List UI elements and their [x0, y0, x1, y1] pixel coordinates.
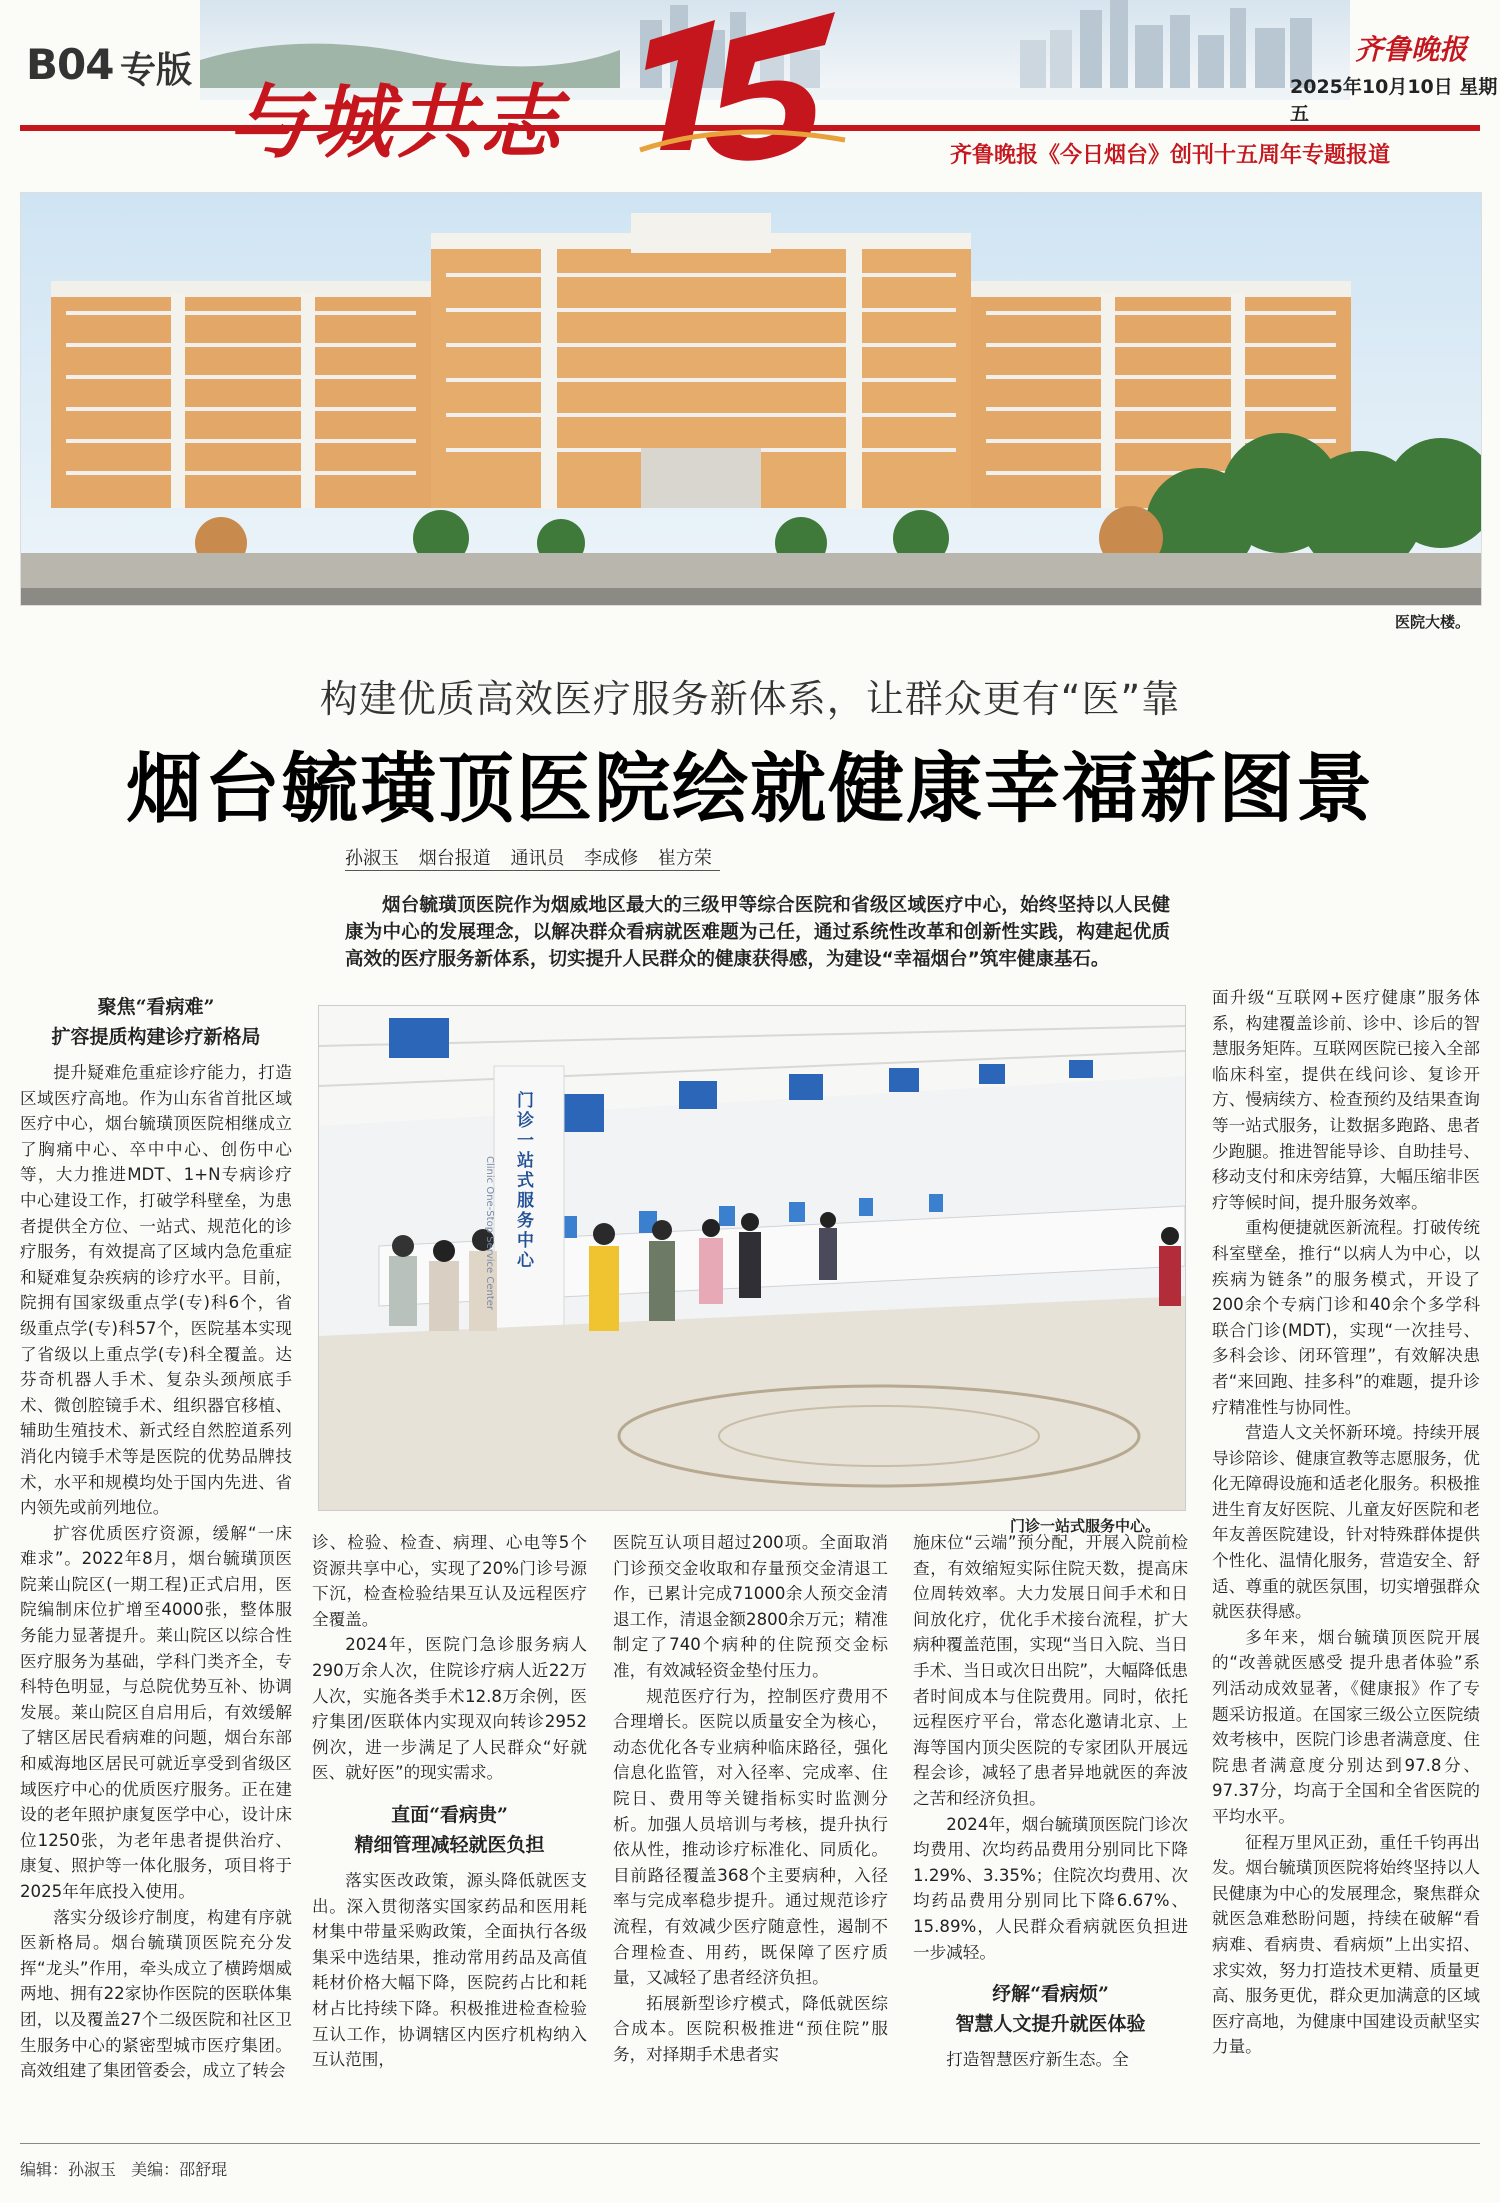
paragraph: 2024年，烟台毓璜顶医院门诊次均费用、次均药品费用分别同比下降1.29%、3.35%；住院次均费用、次均药品费用分别同比下降6.67%、15.89%，人民群众看病就医负担进一步减轻。 [913, 1814, 1188, 1962]
paragraph: 多年来，烟台毓璜顶医院开展的“改善就医感受 提升患者体验”系列活动成效显著，《健康报》作了专题采访报道。在国家三级公立医院绩效考核中，医院门诊患者满意度、住院患者满意度分别达到97.8分、97.37分，均高于全国和全省医院的平均水平。 [1212, 1627, 1480, 1826]
paragraph: 医院互认项目超过200项。全面取消门诊预交金收取和存量预交金清退工作，已累计完成71000余人预交金清退工作，清退金额2800余万元；精准制定了740个病种的住院预交金标准，有效减轻资金垫付压力。 [613, 1533, 888, 1680]
editor-credits: 编辑：孙淑玉 美编：邵舒琨 [20, 2160, 228, 2179]
article-byline: 孙淑玉 烟台报道 通讯员 李成修 崔方荣 [345, 848, 712, 869]
section-subtitle: 扩容提质构建诊疗新格局 [51, 1026, 261, 1048]
paragraph: 施床位“云端”预分配，开展入院前检查，有效缩短实际住院天数，提高床位周转效率。大力发展日间手术和日间放化疗，优化手术接台流程，扩大病种覆盖范围，实现“当日入院、当日手术、当日或次日出院”，大幅降低患者时间成本与住院费用。同时，依托远程医疗平台，常态化邀请北京、上海等国内顶尖医院的专家团队开展远程会诊，减轻了患者异地就医的奔波之苦和经济负担。 [913, 1533, 1188, 1808]
service-center-photo [318, 1005, 1186, 1511]
article-lead: 烟台毓璜顶医院作为烟威地区最大的三级甲等综合医院和省级区域医疗中心，始终坚持以人民健康为中心的发展理念，以解决群众看病就医难题为己任，通过系统性改革和创新性实践，构建起优质高效的医疗服务新体系，切实提升人民群众的健康获得感，为建设“幸福烟台”筑牢健康基石。 [345, 895, 1170, 970]
page-number: B04 [26, 40, 114, 89]
photo-caption: 医院大楼。 [1395, 613, 1471, 631]
article-column-3 [613, 1530, 888, 2130]
section-title: 聚焦“看病难” [97, 996, 215, 1018]
paragraph: 打造智慧医疗新生态。全 [946, 2050, 1129, 2070]
article-headline: 烟台毓璜顶医院绘就健康幸福新图景 [126, 744, 1374, 833]
anniversary-15-logo [620, 0, 850, 170]
article-column-2 [312, 1530, 587, 2130]
column-title: 与城共志 [228, 75, 564, 169]
article-column-1 [20, 992, 292, 2132]
special-report-tagline: 齐鲁晚报《今日烟台》创刊十五周年专题报道 [950, 143, 1391, 168]
hospital-building-photo [20, 192, 1482, 606]
paragraph: 营造人文关怀新环境。持续开展导诊陪诊、健康宣教等志愿服务，优化无障碍设施和适老化服务。积极推进生育友好医院、儿童友好医院和老年友善医院建设，针对特殊群体提供个性化、温情化服务，营造安全、舒适、尊重的就医氛围，切实增强群众就医获得感。 [1212, 1423, 1480, 1622]
paragraph: 落实分级诊疗制度，构建有序就医新格局。烟台毓璜顶医院充分发挥“龙头”作用，牵头成立了横跨烟威两地、拥有22家协作医院的医联体集团，以及覆盖27个二级医院和社区卫生服务中心的紧密型城市医疗集团。高效组建了集团管委会，成立了转会 [20, 1907, 292, 2081]
article-kicker: 构建优质高效医疗服务新体系，让群众更有“医”靠 [319, 677, 1181, 721]
article-column-5 [1212, 985, 1480, 2132]
paragraph: 诊、检验、检查、病理、心电等5个资源共享中心，实现了20%门诊号源下沉，检查检验结果互认及远程医疗全覆盖。 [312, 1533, 587, 1629]
paragraph: 规范医疗行为，控制医疗费用不合理增长。医院以质量安全为核心，动态优化各专业病种临床路径，强化信息化监管，对入径率、完成率、住院日、费用等关键指标实时监测分析。加强人员培训与考核，提升执行依从性，推动诊疗标准化、同质化。目前路径覆盖368个主要病种，入径率与完成率稳步提升。通过规范诊疗流程，有效减少医疗随意性，遏制不合理检查、用药，既保障了医疗质量，又减轻了患者经济负担。 [613, 1686, 888, 1988]
paragraph: 落实医改政策，源头降低就医支出。深入贯彻落实国家药品和医用耗材集中带量采购政策，全面执行各级集采中选结果，推动常用药品及高值耗材价格大幅下降，医院药占比和耗材占比持续下降。积极推进检查检验互认工作，协调辖区内医疗机构纳入互认范围， [312, 1870, 587, 2070]
photo-caption: 门诊一站式服务中心。 [1010, 1517, 1161, 1535]
section-title: 纾解“看病烦” [992, 1983, 1109, 2006]
paragraph: 面升级“互联网+医疗健康”服务体系，构建覆盖诊前、诊中、诊后的智慧服务矩阵。互联网医院已接入全部临床科室，提供在线问诊、复诊开方、慢病续方、检查预约及结果查询等一站式服务，让数据多跑路、患者少跑腿。推进智能导诊、自助挂号、移动支付和床旁结算，大幅压缩非医疗等候时间，提升服务效率。 [1212, 988, 1480, 1212]
section-label: 专版 [120, 50, 193, 91]
paragraph: 征程万里风正劲，重任千钧再出发。烟台毓璜顶医院将始终坚持以人民健康为中心的发展理念，聚焦群众就医急难愁盼问题，持续在破解“看病难、看病贵、看病烦”上出实招、求实效，努力打造技术更精、质量更高、服务更优，群众更加满意的区域医疗高地，为健康中国建设贡献坚实力量。 [1212, 1832, 1480, 2057]
page-header [0, 0, 1500, 175]
section-title: 直面“看病贵” [391, 1803, 508, 1826]
section-subtitle: 精细管理减轻就医负担 [354, 1833, 545, 1856]
byline-rule [345, 870, 720, 871]
paragraph: 扩容优质医疗资源，缓解“一床难求”。2022年8月，烟台毓璜顶医院莱山院区(一期工程)正式启用，医院编制床位扩增至4000张，整体服务能力显著提升。莱山院区以综合性医疗服务为基础，学科门类齐全，专科特色明显，与总院优势互补、协调发展。莱山院区自启用后，有效缓解了辖区居民看病难的问题，烟台东部和威海地区居民可就近享受到省级区域医疗中心的优质医疗服务。正在建设的老年照护康复医学中心，设计床位1250张，为老年患者提供治疗、康复、照护等一体化服务，项目将于2025年年底投入使用。 [20, 1523, 292, 1901]
footer-rule [20, 2143, 1480, 2144]
paragraph: 拓展新型诊疗模式，降低就医综合成本。医院积极推进“预住院”服务，对择期手术患者实 [613, 1993, 888, 2064]
issue-date: 2025年10月10日 星期五 [1290, 76, 1498, 125]
signage-english: Clinic One-Stop Service Center [484, 1156, 495, 1311]
paragraph: 提升疑难危重症诊疗能力，打造区域医疗高地。作为山东省首批区域医疗中心，烟台毓璜顶医院相继成立了胸痛中心、卒中中心、创伤中心等，大力推进MDT、1+N专病诊疗中心建设工作，打破学科壁垒，为患者提供全方位、一站式、规范化的诊疗服务，有效提高了区域内急危重症和疑难复杂疾病的诊疗水平。目前，院拥有国家级重点学(专)科6个，省级重点学(专)科57个，医院基本实现了省级以上重点学(专)科全覆盖。达芬奇机器人手术、复杂头颈颅底手术、微创腔镜手术、组织器官移植、辅助生殖技术、新式经自然腔道系列消化内镜手术等是医院的优势品牌技术，水平和规模均处于国内先进、省内领先或前列地位。 [20, 1063, 292, 1518]
section-subtitle: 智慧人文提升就医体验 [955, 2013, 1146, 2036]
newspaper-logo: 齐鲁晚报 [1355, 33, 1468, 66]
paragraph: 2024年，医院门急诊服务病人290万余人次，住院诊疗病人近22万人次，实施各类手术12.8万余例，医疗集团/医联体内实现双向转诊2952例次，进一步满足了人民群众“好就医、就好医”的现实需求。 [312, 1635, 587, 1783]
article-column-4 [913, 1530, 1188, 2130]
signage-text: 门诊一站式服务中心 [517, 1091, 534, 1271]
paragraph: 重构便捷就医新流程。打破传统科室壁垒，推行“以病人为中心，以疾病为链条”的服务模式，开设了200余个专病门诊和40余个多学科联合门诊(MDT)，实现“一次挂号、多科会诊、闭环管理”，有效解决患者“来回跑、挂多科”的难题，提升诊疗精准性与协同性。 [1212, 1218, 1480, 1417]
